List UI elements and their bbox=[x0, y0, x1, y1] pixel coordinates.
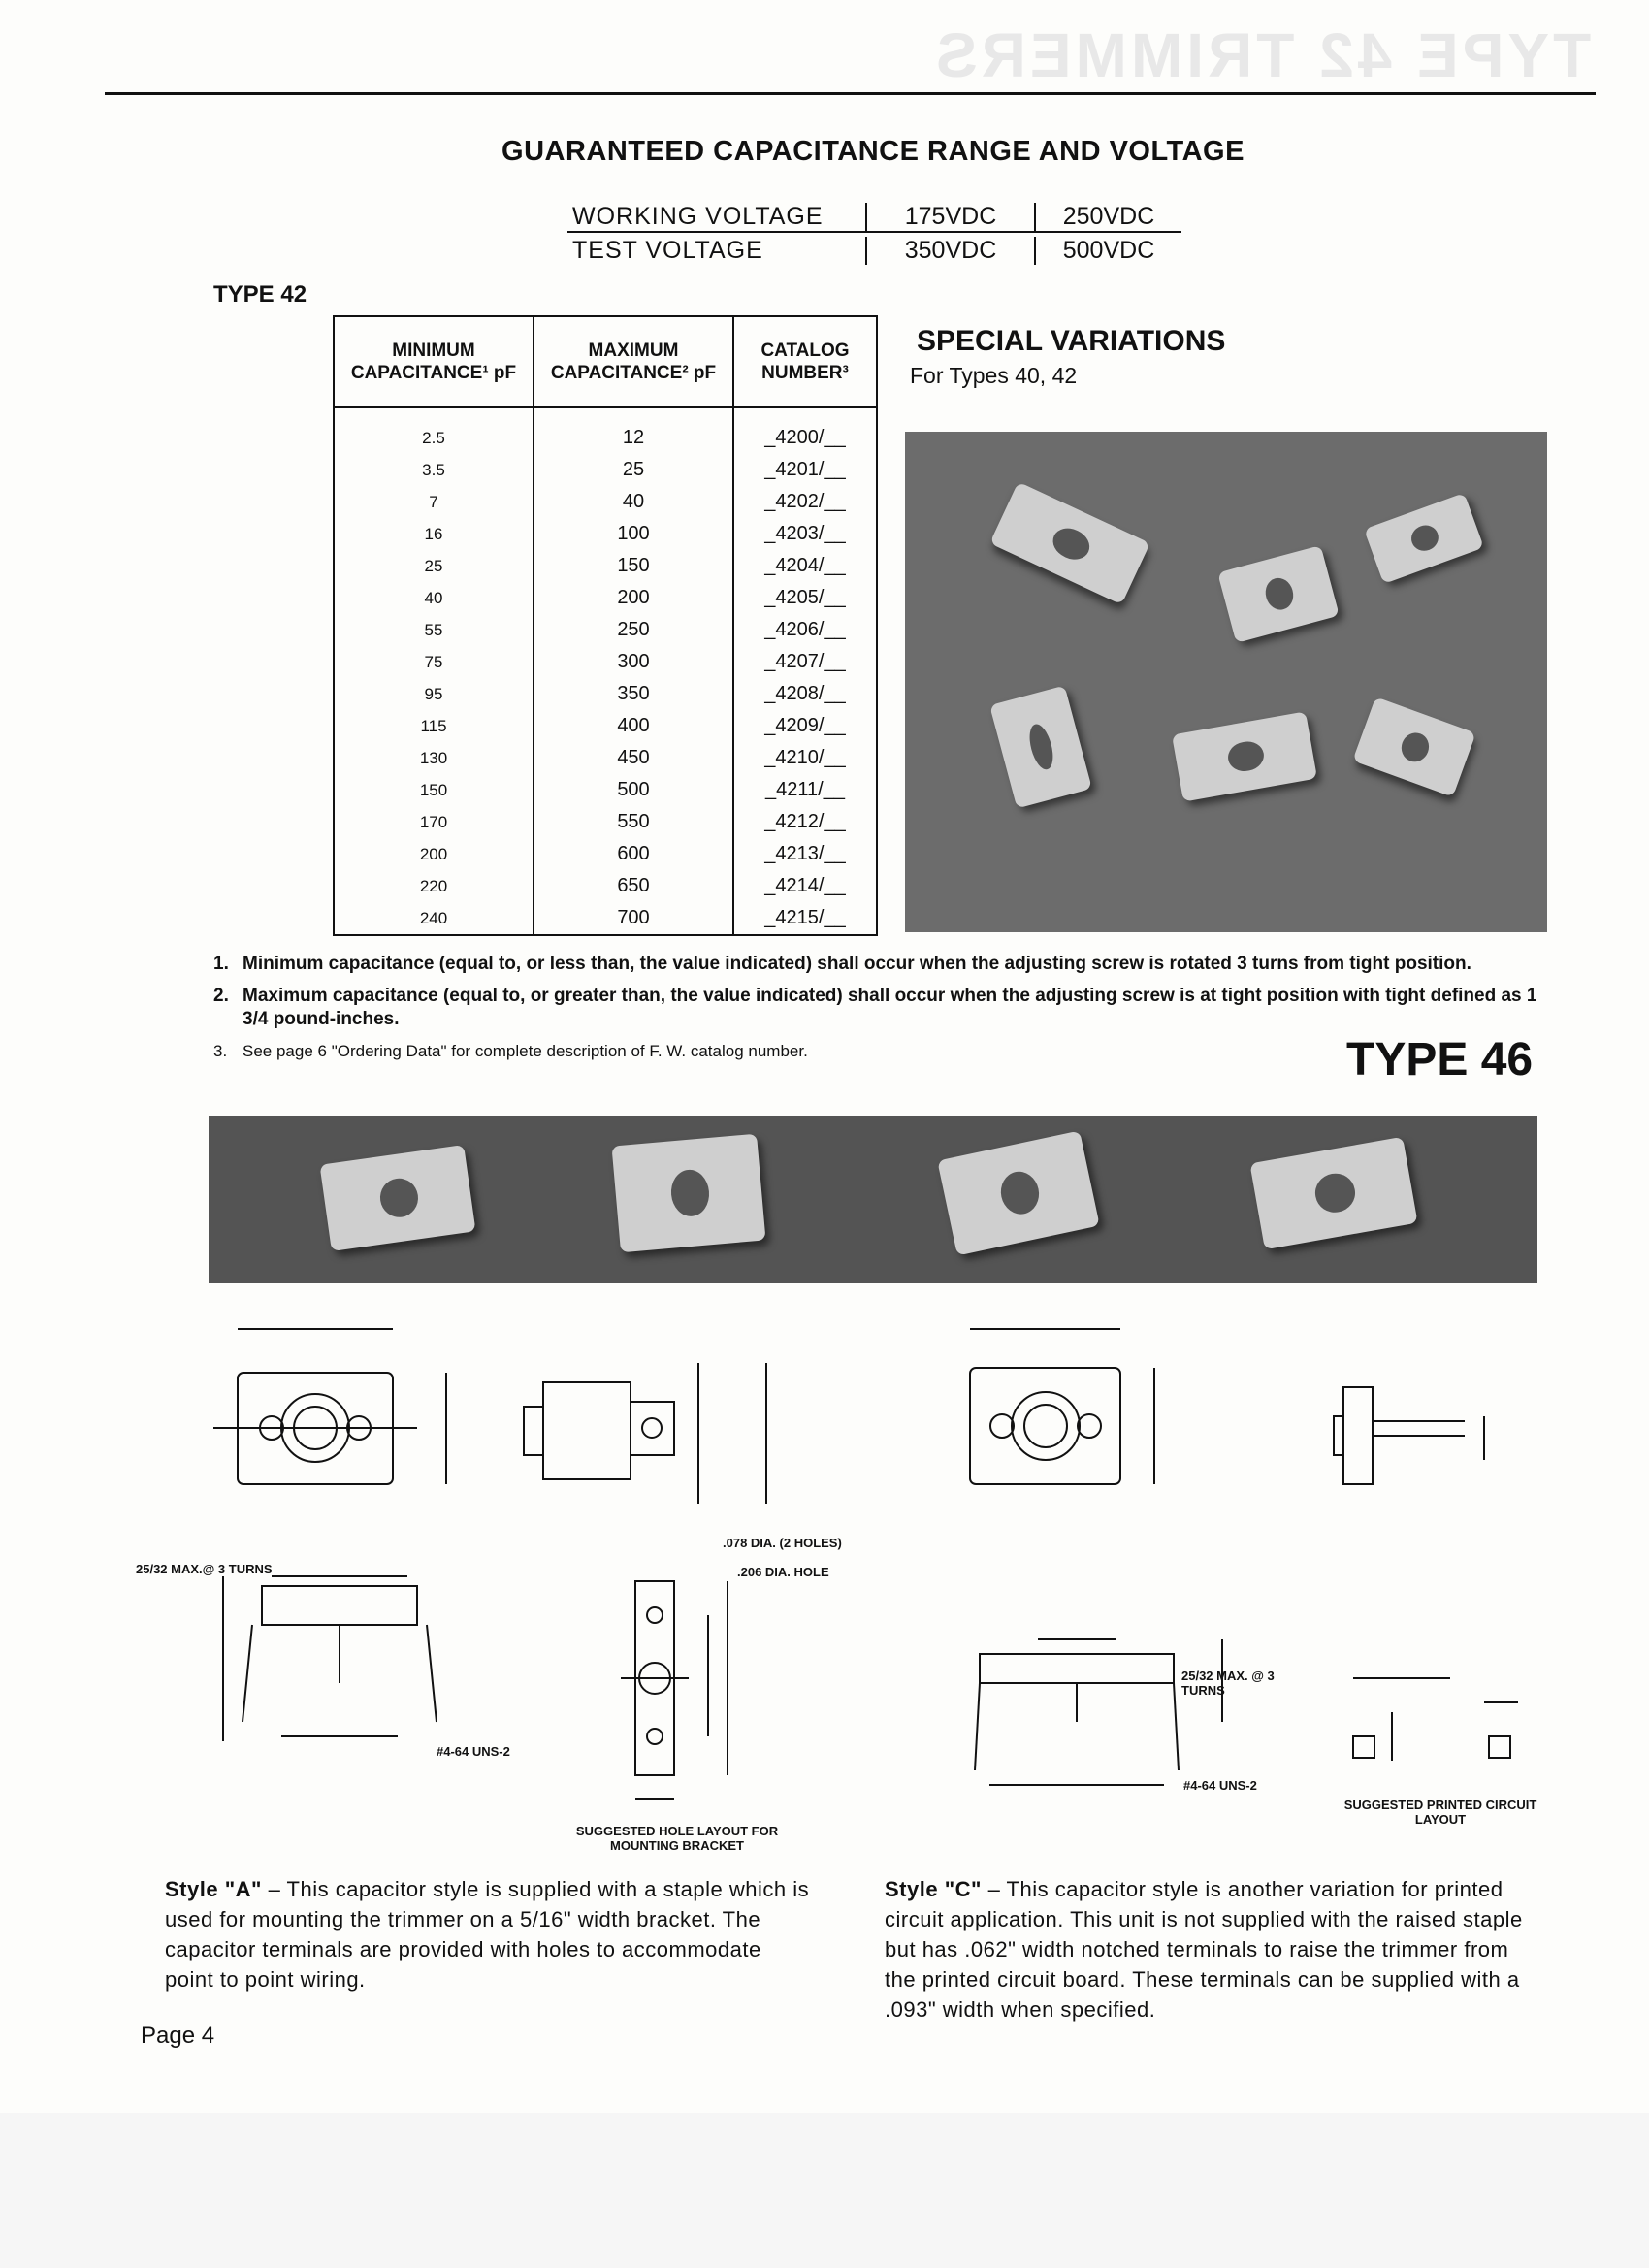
max-capacitance-cell: 12 bbox=[534, 407, 733, 454]
style-a-description bbox=[165, 1874, 810, 1994]
label-max-turns-c: 25/32 MAX. @ 3 TURNS bbox=[1181, 1669, 1275, 1698]
min-capacitance-cell: 3.5 bbox=[334, 454, 534, 486]
catalog-number-cell: _4211/__ bbox=[733, 774, 877, 806]
type42-label: TYPE 42 bbox=[213, 281, 307, 308]
header-catalog-number: CATALOG NUMBER³ bbox=[733, 316, 877, 407]
min-capacitance-cell: 150 bbox=[334, 774, 534, 806]
trimmer-photo-item bbox=[1217, 545, 1340, 643]
max-capacitance-cell: 600 bbox=[534, 838, 733, 870]
capacitance-table-body bbox=[334, 407, 877, 935]
min-capacitance-cell: 95 bbox=[334, 678, 534, 710]
max-capacitance-cell: 40 bbox=[534, 486, 733, 518]
special-variations-subtitle: For Types 40, 42 bbox=[910, 363, 1078, 388]
page-title: GUARANTEED CAPACITANCE RANGE AND VOLTAGE bbox=[501, 136, 1245, 167]
table-row bbox=[334, 678, 877, 710]
style-a-front-view bbox=[223, 1576, 436, 1741]
table-row bbox=[334, 646, 877, 678]
max-capacitance-cell: 150 bbox=[534, 550, 733, 582]
min-capacitance-cell: 16 bbox=[334, 518, 534, 550]
label-hole-layout: SUGGESTED HOLE LAYOUT FOR MOUNTING BRACKET bbox=[575, 1824, 779, 1853]
table-row bbox=[334, 518, 877, 550]
page-number: Page 4 bbox=[141, 2023, 215, 2049]
catalog-number-cell: _4206/__ bbox=[733, 614, 877, 646]
trimmer-photo-item bbox=[319, 1145, 475, 1251]
min-capacitance-cell: 240 bbox=[334, 902, 534, 935]
max-capacitance-cell: 25 bbox=[534, 454, 733, 486]
table-row bbox=[334, 550, 877, 582]
header-rule bbox=[105, 92, 1596, 95]
label-pcb-layout: SUGGESTED PRINTED CIRCUIT LAYOUT bbox=[1343, 1798, 1537, 1827]
table-row bbox=[334, 902, 877, 935]
catalog-number-cell: _4212/__ bbox=[733, 806, 877, 838]
table-row bbox=[334, 838, 877, 870]
trimmer-photo-item bbox=[1352, 697, 1475, 796]
max-capacitance-cell: 450 bbox=[534, 742, 733, 774]
min-capacitance-cell: 200 bbox=[334, 838, 534, 870]
trimmer-photo-item bbox=[989, 482, 1150, 605]
header-max-capacitance: MAXIMUM CAPACITANCE² pF bbox=[534, 316, 733, 407]
catalog-number-cell: _4209/__ bbox=[733, 710, 877, 742]
trimmer-photo-item bbox=[1364, 493, 1484, 584]
min-capacitance-cell: 130 bbox=[334, 742, 534, 774]
max-capacitance-cell: 200 bbox=[534, 582, 733, 614]
catalog-number-cell: _4200/__ bbox=[733, 407, 877, 454]
special-variations-title: SPECIAL VARIATIONS bbox=[917, 325, 1226, 357]
style-c-top-view bbox=[970, 1329, 1154, 1484]
min-capacitance-cell: 40 bbox=[334, 582, 534, 614]
label-thread-c: #4-64 UNS-2 bbox=[1183, 1778, 1257, 1793]
min-capacitance-cell: 170 bbox=[334, 806, 534, 838]
test-voltage-1: 350VDC bbox=[865, 237, 1034, 265]
capacitance-table bbox=[333, 315, 878, 936]
dimension-drawings bbox=[136, 1295, 1591, 1867]
working-voltage-1: 175VDC bbox=[865, 203, 1034, 231]
style-a-heading: Style "A" bbox=[165, 1877, 262, 1901]
bleed-through-header: TYPE 42 TRIMMERS bbox=[931, 20, 1591, 90]
table-row bbox=[334, 582, 877, 614]
table-row bbox=[334, 806, 877, 838]
catalog-number-cell: _4203/__ bbox=[733, 518, 877, 550]
style-c-pcb-layout bbox=[1353, 1678, 1518, 1761]
catalog-number-cell: _4205/__ bbox=[733, 582, 877, 614]
voltage-table bbox=[567, 199, 1181, 265]
style-a-side-view bbox=[524, 1363, 766, 1504]
trimmer-photo-item bbox=[611, 1134, 765, 1253]
test-voltage-row bbox=[567, 233, 1181, 265]
min-capacitance-cell: 115 bbox=[334, 710, 534, 742]
trimmer-photo-item bbox=[937, 1130, 1100, 1255]
min-capacitance-cell: 7 bbox=[334, 486, 534, 518]
type46-label: TYPE 46 bbox=[1346, 1034, 1534, 1085]
max-capacitance-cell: 500 bbox=[534, 774, 733, 806]
label-thread-a: #4-64 UNS-2 bbox=[436, 1744, 510, 1759]
style-c-heading: Style "C" bbox=[885, 1877, 982, 1901]
footnote-3-text: See page 6 "Ordering Data" for complete description of F. W. catalog number. bbox=[242, 1042, 808, 1060]
style-a-top-view bbox=[213, 1329, 446, 1484]
max-capacitance-cell: 550 bbox=[534, 806, 733, 838]
min-capacitance-cell: 220 bbox=[334, 870, 534, 902]
style-c-side-view bbox=[1334, 1387, 1484, 1484]
test-voltage-2: 500VDC bbox=[1034, 237, 1181, 265]
min-capacitance-cell: 75 bbox=[334, 646, 534, 678]
table-row bbox=[334, 742, 877, 774]
catalog-number-cell: _4207/__ bbox=[733, 646, 877, 678]
max-capacitance-cell: 350 bbox=[534, 678, 733, 710]
table-row bbox=[334, 870, 877, 902]
catalog-number-cell: _4213/__ bbox=[733, 838, 877, 870]
catalog-number-cell: _4204/__ bbox=[733, 550, 877, 582]
max-capacitance-cell: 100 bbox=[534, 518, 733, 550]
type46-photo-strip bbox=[209, 1116, 1537, 1283]
catalog-number-cell: _4214/__ bbox=[733, 870, 877, 902]
label-dia-holes: .078 DIA. (2 HOLES) bbox=[723, 1536, 842, 1550]
footnote-1-text: Minimum capacitance (equal to, or less than, the value indicated) shall occur when the adjusting screw is rotated 3 turns from tight position. bbox=[242, 954, 1471, 974]
table-row bbox=[334, 486, 877, 518]
test-voltage-label: TEST VOLTAGE bbox=[572, 237, 763, 264]
table-row bbox=[334, 710, 877, 742]
max-capacitance-cell: 650 bbox=[534, 870, 733, 902]
scan-bottom-margin bbox=[0, 2113, 1649, 2268]
max-capacitance-cell: 700 bbox=[534, 902, 733, 935]
catalog-number-cell: _4201/__ bbox=[733, 454, 877, 486]
working-voltage-row bbox=[567, 199, 1181, 233]
footnote-2: 2. Maximum capacitance (equal to, or greater than, the value indicated) shall occur when the adjusting screw is at tight position with tight defined as 1 3/4 pound-inches. bbox=[213, 985, 1542, 1031]
footnote-1: 1. Minimum capacitance (equal to, or less than, the value indicated) shall occur when the adjusting screw is rotated 3 turns from tight position. bbox=[213, 954, 1471, 974]
label-dia-hole: .206 DIA. HOLE bbox=[737, 1565, 829, 1579]
trimmer-photo-item bbox=[1172, 711, 1317, 801]
catalog-number-cell: _4208/__ bbox=[733, 678, 877, 710]
max-capacitance-cell: 300 bbox=[534, 646, 733, 678]
max-capacitance-cell: 250 bbox=[534, 614, 733, 646]
catalog-number-cell: _4215/__ bbox=[733, 902, 877, 935]
label-max-turns-a: 25/32 MAX.@ 3 TURNS bbox=[136, 1562, 273, 1576]
min-capacitance-cell: 2.5 bbox=[334, 407, 534, 454]
special-variations-photo bbox=[905, 432, 1547, 932]
catalog-number-cell: _4202/__ bbox=[733, 486, 877, 518]
min-capacitance-cell: 55 bbox=[334, 614, 534, 646]
footnotes bbox=[213, 953, 1542, 1072]
min-capacitance-cell: 25 bbox=[334, 550, 534, 582]
footnote-3: 3. See page 6 "Ordering Data" for complete description of F. W. catalog number. bbox=[213, 1040, 1542, 1063]
style-a-hole-layout bbox=[621, 1581, 728, 1799]
footnote-2-text: Maximum capacitance (equal to, or greater than, the value indicated) shall occur when the adjusting screw is at tight position with tight defined as 1 3/4 pound-inches. bbox=[242, 986, 1537, 1029]
table-row bbox=[334, 407, 877, 454]
style-c-body: – This capacitor style is another variation for printed circuit application. This unit is not supplied with the raised staple but has .062" width notched terminals to raise the trimmer from the printed circuit board. These terminals can be supplied with a .093" width when specified. bbox=[885, 1877, 1523, 2022]
style-c-description bbox=[885, 1874, 1535, 2025]
style-c-front-view bbox=[975, 1639, 1222, 1785]
max-capacitance-cell: 400 bbox=[534, 710, 733, 742]
catalog-number-cell: _4210/__ bbox=[733, 742, 877, 774]
working-voltage-label: WORKING VOLTAGE bbox=[572, 203, 824, 230]
table-row bbox=[334, 454, 877, 486]
header-min-capacitance: MINIMUM CAPACITANCE¹ pF bbox=[334, 316, 534, 407]
style-a-body: – This capacitor style is supplied with a staple which is used for mounting the trimmer on a 5/16" width bracket. The capacitor terminals are provided with holes to accommodate point to point wiring. bbox=[165, 1877, 810, 1992]
trimmer-photo-item bbox=[989, 686, 1092, 809]
table-row bbox=[334, 774, 877, 806]
working-voltage-2: 250VDC bbox=[1034, 203, 1181, 231]
trimmer-photo-item bbox=[1249, 1137, 1417, 1249]
table-row bbox=[334, 614, 877, 646]
